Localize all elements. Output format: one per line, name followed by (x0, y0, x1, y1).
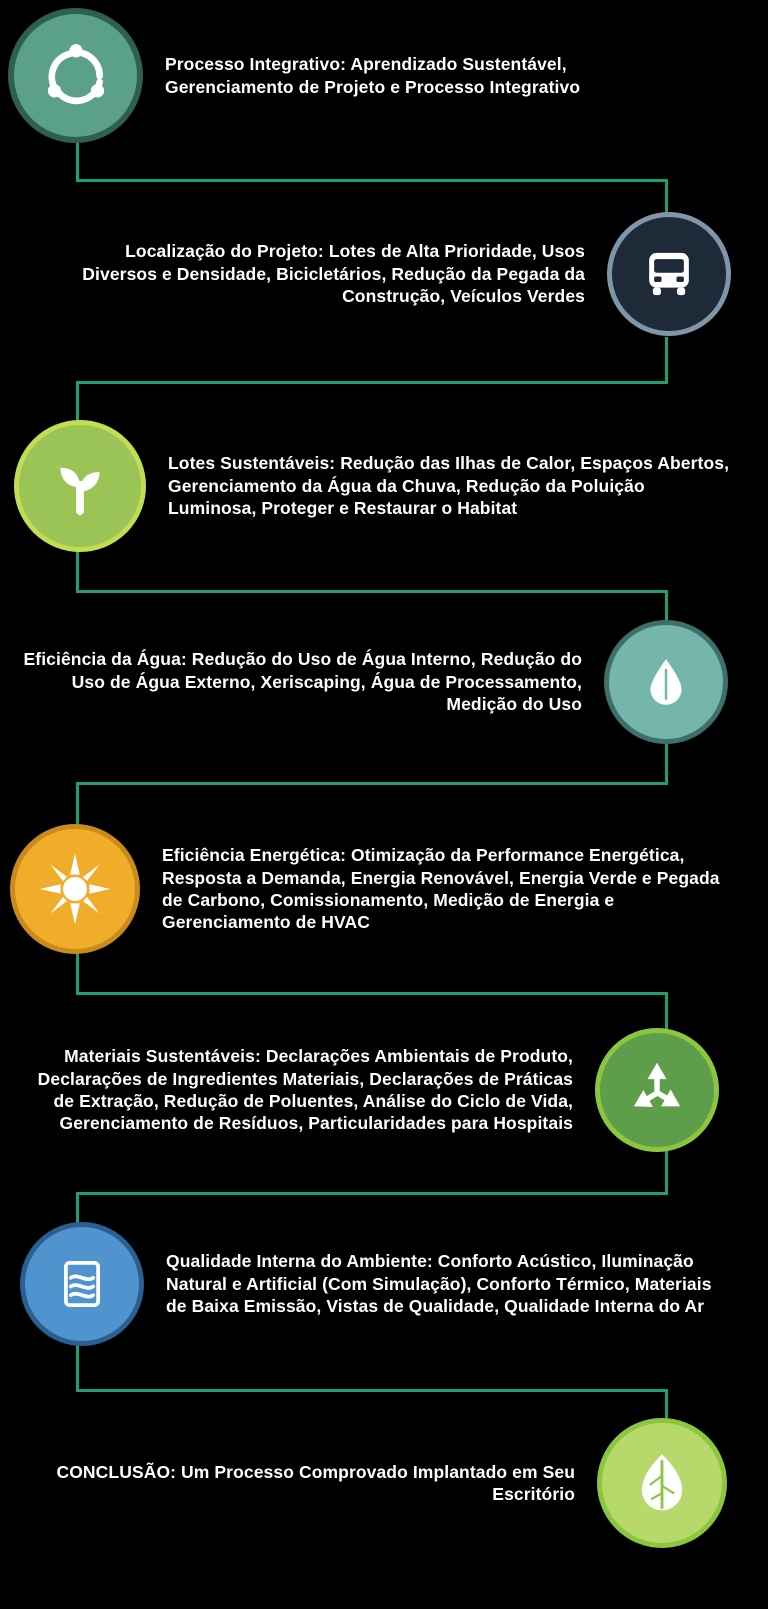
connector-6-v-right (665, 1148, 668, 1194)
air-quality-icon (20, 1222, 144, 1346)
connector-4-v-right (665, 738, 668, 784)
step-conclusao[interactable] (40, 1418, 727, 1548)
connector-5-v-left (76, 948, 79, 994)
step-qualidade-interna-do-ambiente[interactable] (20, 1222, 726, 1346)
step-label-lotes-sustentaveis: Lotes Sustentáveis: Redução das Ilhas de Calor, Espaços Abertos, Gerenciamento da Água da Chuva, Redução da Poluição Luminosa, Proteger e Restaurar o Habitat (168, 453, 730, 519)
recycle-icon (595, 1028, 719, 1152)
sun-icon (10, 824, 140, 954)
step-processo-integrativo[interactable] (8, 8, 665, 143)
connector-1-h (76, 179, 668, 182)
connector-3-h (76, 590, 668, 593)
sprout-icon (14, 420, 146, 552)
water-drop-icon (604, 620, 728, 744)
connector-3-v-left (76, 546, 79, 592)
step-label-conclusao: CONCLUSÃO: Um Processo Comprovado Implantado em Seu Escritório (56, 1461, 575, 1504)
connector-7-v-left (76, 1345, 79, 1391)
connector-2-v-right (665, 337, 668, 383)
step-label-localizacao-do-projeto: Localização do Projeto: Lotes de Alta Prioridade, Usos Diversos e Densidade, Bicicletários, Redução da Pegada da Construção, Veículos Verdes (82, 241, 585, 307)
connector-7-h (76, 1389, 668, 1392)
connector-4-h (76, 782, 668, 785)
connector-6-h (76, 1192, 668, 1195)
step-localizacao-do-projeto[interactable] (60, 212, 731, 336)
connector-4-v-left (76, 782, 79, 828)
step-eficiencia-energetica[interactable] (10, 824, 732, 954)
step-label-eficiencia-da-agua: Eficiência da Água: Redução do Uso de Água Interno, Redução do Uso de Água Externo, Xeriscaping, Água de Processamento, Medição do Uso (23, 649, 582, 715)
integration-circle-icon (8, 8, 143, 143)
connector-2-h (76, 381, 668, 384)
leaf-icon (597, 1418, 727, 1548)
bus-icon (607, 212, 731, 336)
step-eficiencia-da-agua[interactable] (22, 620, 728, 744)
step-lotes-sustentaveis[interactable] (14, 420, 738, 552)
step-label-materiais-sustentaveis: Materiais Sustentáveis: Declarações Ambientais de Produto, Declarações de Ingredientes Materiais, Declarações de Práticas de Extração, Redução de Poluentes, Análise do Ciclo de Vida, Gerenciamento de Resíduos, Particularidades para Hospitais (37, 1046, 573, 1134)
step-materiais-sustentaveis[interactable] (28, 1028, 719, 1152)
connector-5-h (76, 992, 668, 995)
step-label-processo-integrativo: Processo Integrativo: Aprendizado Sustentável, Gerenciamento de Projeto e Processo Integrativo (165, 54, 581, 97)
step-label-eficiencia-energetica: Eficiência Energética: Otimização da Performance Energética, Resposta a Demanda, Energia Renovável, Energia Verde e Pegada de Carbono, Comissionamento, Medição de Energia e Gerenciamento de HVAC (162, 845, 720, 933)
step-label-qualidade-interna-do-ambiente: Qualidade Interna do Ambiente: Conforto Acústico, Iluminação Natural e Artificial (Com Simulação), Conforto Térmico, Materiais de Baixa Emissão, Vistas de Qualidade, Qualidade Interna do Ar (166, 1251, 712, 1317)
